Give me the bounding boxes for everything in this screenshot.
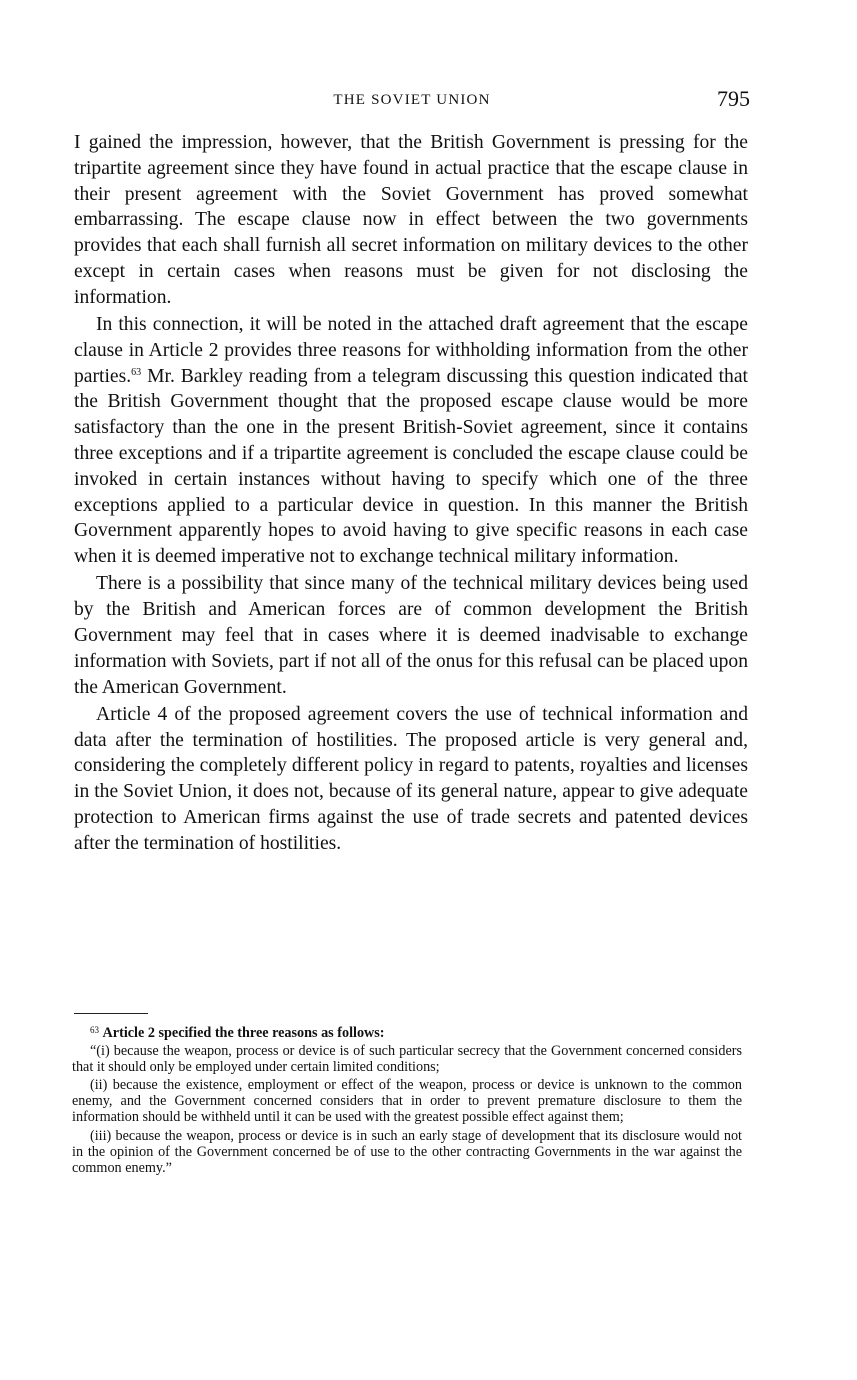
footnote-lead: Article 2 specified the three reasons as follows: (102, 1025, 385, 1041)
footnote-divider (74, 1013, 148, 1014)
footnote-marker: 63 (90, 1025, 99, 1035)
footnote-lead-line (72, 1025, 742, 1041)
footnote-item-3: (iii) because the weapon, process or device is in such an early stage of development that its disclosure would not in the opinion of the Government concerned be of use to the other contracting Governments in the war against the common enemy.” (72, 1127, 742, 1176)
running-head: THE SOVIET UNION (333, 92, 491, 108)
footnotes (72, 1025, 742, 1178)
body-text (74, 130, 748, 858)
paragraph-2 (74, 312, 748, 570)
paragraph-2-text-before: In this connection, it will be noted in the attached draft agreement that the escape clause in Article 2 provides three reasons for withholding information from the other parties. (74, 313, 748, 387)
page-header (74, 86, 750, 116)
footnote-item-2: (ii) because the existence, employment or effect of the weapon, process or device is unknown to the common enemy, and the Government concerned considers that in order to prevent premature disclosure to them the information should be withheld until it can be used with the greatest possible effect against them; (72, 1077, 742, 1126)
paragraph-3: There is a possibility that since many of the technical military devices being used by the British and American forces are of common development the British Government may feel that in cases where it is deemed inadvisable to exchange information with Soviets, part if not all of the onus for this refusal can be placed upon the American Government. (74, 573, 748, 698)
paragraph-2-text-after: Mr. Barkley reading from a telegram discussing this question indicated that the British Government thought that the proposed escape clause would be more satisfactory than the one in the present British-Soviet agreement, since it contains three exceptions and if a tripartite agreement is concluded the escape clause could be invoked in certain instances without having to specify which one of the three exceptions applied to a particular device in question. In this manner the British Government apparently hopes to avoid having to give specific reasons in each case when it is deemed imperative not to exchange technical military information. (74, 365, 748, 568)
page-number: 795 (717, 86, 750, 111)
footnote-reference-63[interactable]: 63 (131, 366, 142, 378)
paragraph-4: Article 4 of the proposed agreement covers the use of technical information and data after the termination of hostilities. The proposed article is very general and, considering the completely different policy in regard to patents, royalties and licenses in the Soviet Union, it does not, because of its general nature, appear to give adequate protection to American firms against the use of trade secrets and patented devices after the termination of hostilities. (74, 703, 748, 854)
footnote-item-1: “(i) because the weapon, process or device is of such particular secrecy that the Government concerned considers that it should only be employed under certain limited conditions; (72, 1043, 742, 1076)
paragraph-1: I gained the impression, however, that the British Government is pressing for the tripartite agreement since they have found in actual practice that the escape clause in their present agreement with the Soviet Government has proved somewhat embarrassing. The escape clause now in effect between the two governments provides that each shall furnish all secret information on military devices to the other except in certain cases when reasons must be given for not disclosing the information. (74, 132, 748, 308)
